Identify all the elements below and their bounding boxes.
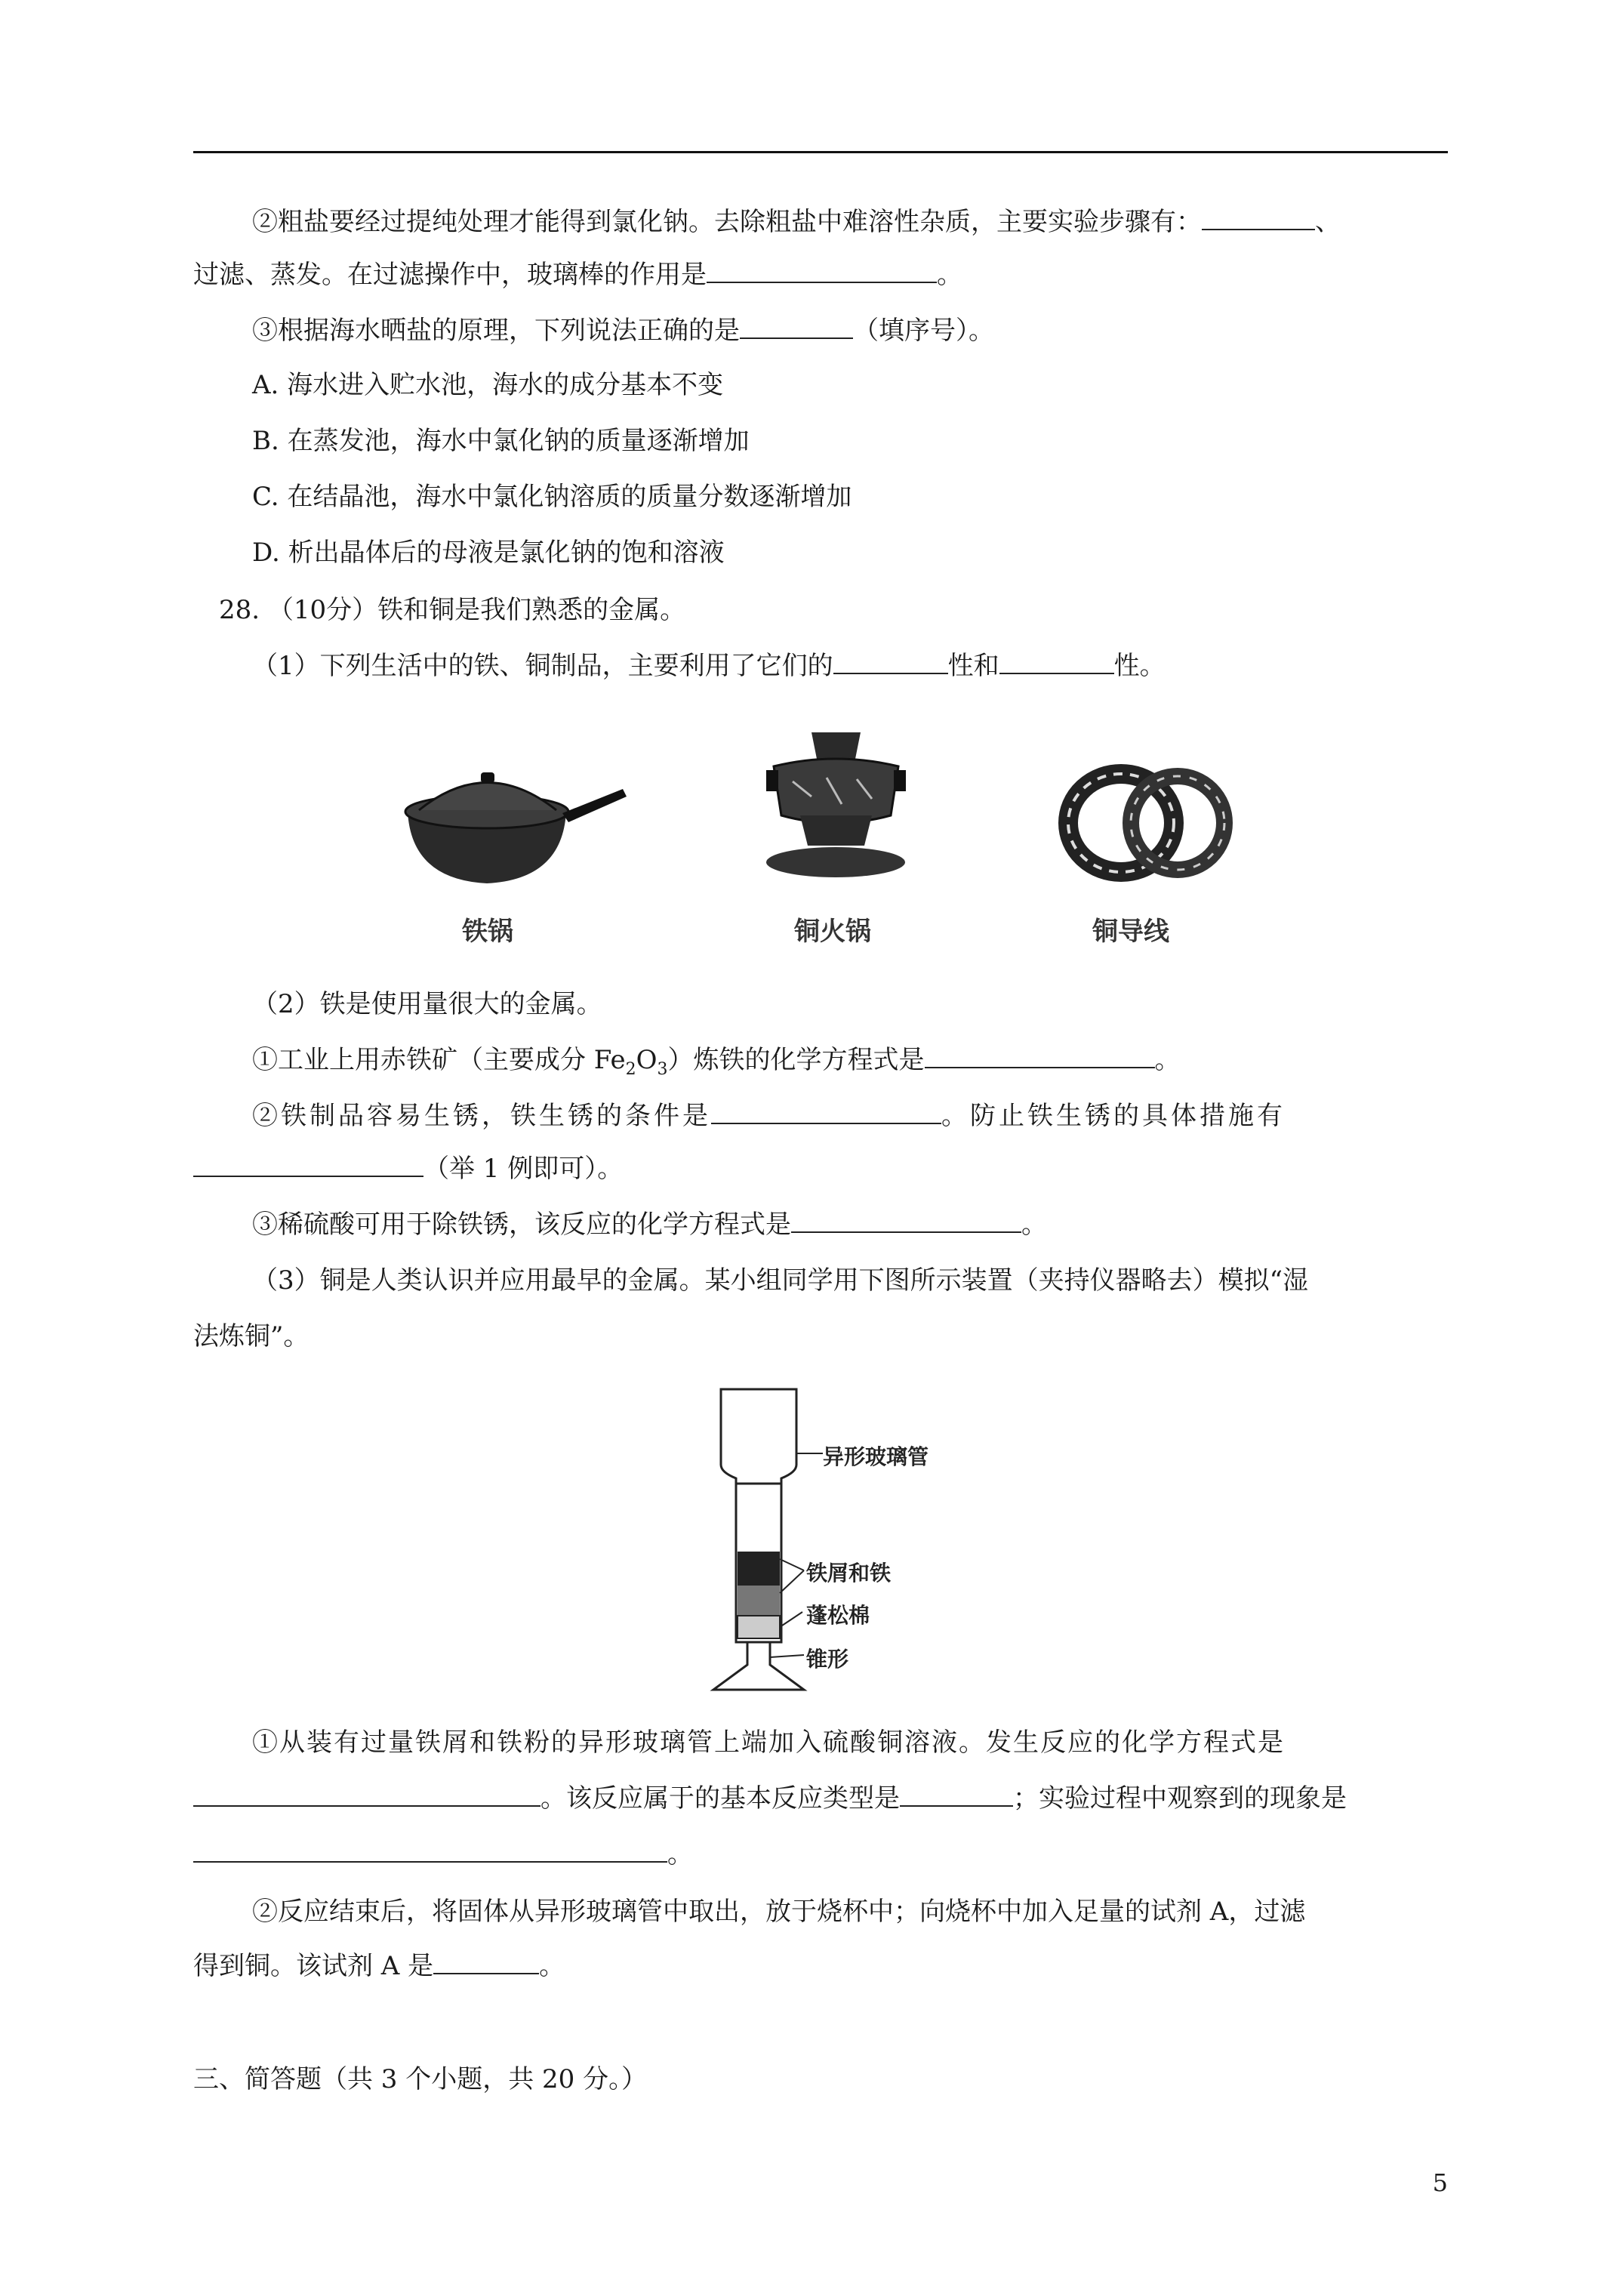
label-cotton: 蓬松棉 xyxy=(806,1603,870,1628)
header-rule xyxy=(193,151,1448,153)
subscript: 3 xyxy=(657,1059,668,1079)
text: 。 xyxy=(667,1839,693,1869)
option-a: A. 海水进入贮水池，海水的成分基本不变 xyxy=(252,370,724,400)
q27-step2-line2 xyxy=(193,258,962,291)
q27-step2-line1 xyxy=(252,205,1341,239)
text: 性和 xyxy=(947,651,999,681)
q28-part3-item2-line2 xyxy=(193,1949,565,1983)
q28-part2-item3 xyxy=(252,1208,1047,1241)
q27-step3 xyxy=(252,314,994,347)
text: （填序号）。 xyxy=(853,316,994,346)
answer-blank[interactable] xyxy=(1202,206,1315,230)
caption-copper-hotpot: 铜火锅 xyxy=(794,917,871,947)
page-number: 5 xyxy=(1432,2168,1448,2197)
text: ①工业上用赤铁矿（主要成分 Fe xyxy=(252,1045,626,1075)
q28-part2: （2）铁是使用量很大的金属。 xyxy=(252,989,602,1019)
text: 、 xyxy=(1315,207,1341,237)
answer-blank[interactable] xyxy=(193,1838,667,1863)
option-d: D. 析出晶体后的母液是氯化钠的饱和溶液 xyxy=(252,538,725,568)
text: O xyxy=(636,1045,658,1075)
caption-copper-wire: 铜导线 xyxy=(1092,917,1169,947)
text: ；实验过程中观察到的现象是 xyxy=(1013,1783,1347,1814)
q28-part3-line1: （3）铜是人类认识并应用最早的金属。某小组同学用下图所示装置（夹持仪器略去）模拟“湿 xyxy=(252,1265,1309,1296)
answer-blank[interactable] xyxy=(791,1209,1021,1233)
q28-part3-item1-line1: ①从装有过量铁屑和铁粉的异形玻璃管上端加入硫酸铜溶液。发生反应的化学方程式是 xyxy=(252,1727,1285,1758)
text: 。该反应属于的基本反应类型是 xyxy=(540,1783,900,1814)
answer-blank[interactable] xyxy=(433,1950,539,1974)
section-3-heading: 三、简答题（共 3 个小题，共 20 分。） xyxy=(193,2064,648,2094)
answer-blank[interactable] xyxy=(193,1153,423,1177)
q28-title: 28. （10分）铁和铜是我们熟悉的金属。 xyxy=(219,595,686,625)
answer-blank[interactable] xyxy=(925,1044,1155,1068)
text: （举 1 例即可）。 xyxy=(423,1154,624,1184)
text: ）炼铁的化学方程式是 xyxy=(667,1045,925,1075)
text: （1）下列生活中的铁、铜制品，主要利用了它们的 xyxy=(252,651,833,681)
label-flask: 锥形 xyxy=(806,1647,849,1672)
text: 。防止铁生锈的具体措施有 xyxy=(941,1101,1286,1131)
text: 。 xyxy=(539,1951,565,1981)
q28-part3-item2-line1: ②反应结束后，将固体从异形玻璃管中取出，放于烧杯中；向烧杯中加入足量的试剂 A，过滤 xyxy=(252,1897,1306,1927)
text: ②粗盐要经过提纯处理才能得到氯化钠。去除粗盐中难溶性杂质，主要实验步骤有： xyxy=(252,207,1202,237)
text: ③根据海水晒盐的原理，下列说法正确的是 xyxy=(252,316,740,346)
copper-hotpot-image xyxy=(759,725,913,880)
q28-part1 xyxy=(252,649,1166,683)
text: 。 xyxy=(937,260,962,290)
text: 得到铜。该试剂 A 是 xyxy=(193,1951,434,1981)
label-glass-tube: 异形玻璃管 xyxy=(823,1444,929,1469)
text: 。 xyxy=(1154,1045,1181,1075)
option-b: B. 在蒸发池，海水中氯化钠的质量逐渐增加 xyxy=(252,426,750,456)
iron-wok-image xyxy=(396,759,630,887)
q28-part2-item2-line1 xyxy=(252,1099,1286,1133)
answer-blank[interactable] xyxy=(707,259,937,283)
copper-wire-image xyxy=(1057,763,1238,883)
q28-part3-line2: 法炼铜”。 xyxy=(193,1321,310,1351)
answer-blank[interactable] xyxy=(740,315,853,339)
answer-blank[interactable] xyxy=(900,1783,1013,1807)
text: ②铁制品容易生锈，铁生锈的条件是 xyxy=(252,1101,711,1131)
caption-iron-wok: 铁锅 xyxy=(462,917,513,947)
q28-part2-item2-line2 xyxy=(193,1152,623,1185)
q28-part3-item1-line2 xyxy=(193,1782,1347,1815)
answer-blank[interactable] xyxy=(833,650,948,674)
q28-part2-item1 xyxy=(252,1043,1181,1086)
answer-blank[interactable] xyxy=(999,650,1114,674)
q28-part3-item1-line3 xyxy=(193,1838,693,1871)
label-iron-filings: 铁屑和铁 xyxy=(806,1561,892,1586)
subscript: 2 xyxy=(625,1059,636,1079)
answer-blank[interactable] xyxy=(193,1783,540,1807)
text: ③稀硫酸可用于除铁锈，该反应的化学方程式是 xyxy=(252,1210,791,1240)
text: 过滤、蒸发。在过滤操作中，玻璃棒的作用是 xyxy=(193,260,707,290)
option-c: C. 在结晶池，海水中氯化钠溶质的质量分数逐渐增加 xyxy=(252,482,852,512)
text: 。 xyxy=(1021,1210,1047,1240)
answer-blank[interactable] xyxy=(711,1100,941,1124)
text: 性。 xyxy=(1113,651,1166,681)
